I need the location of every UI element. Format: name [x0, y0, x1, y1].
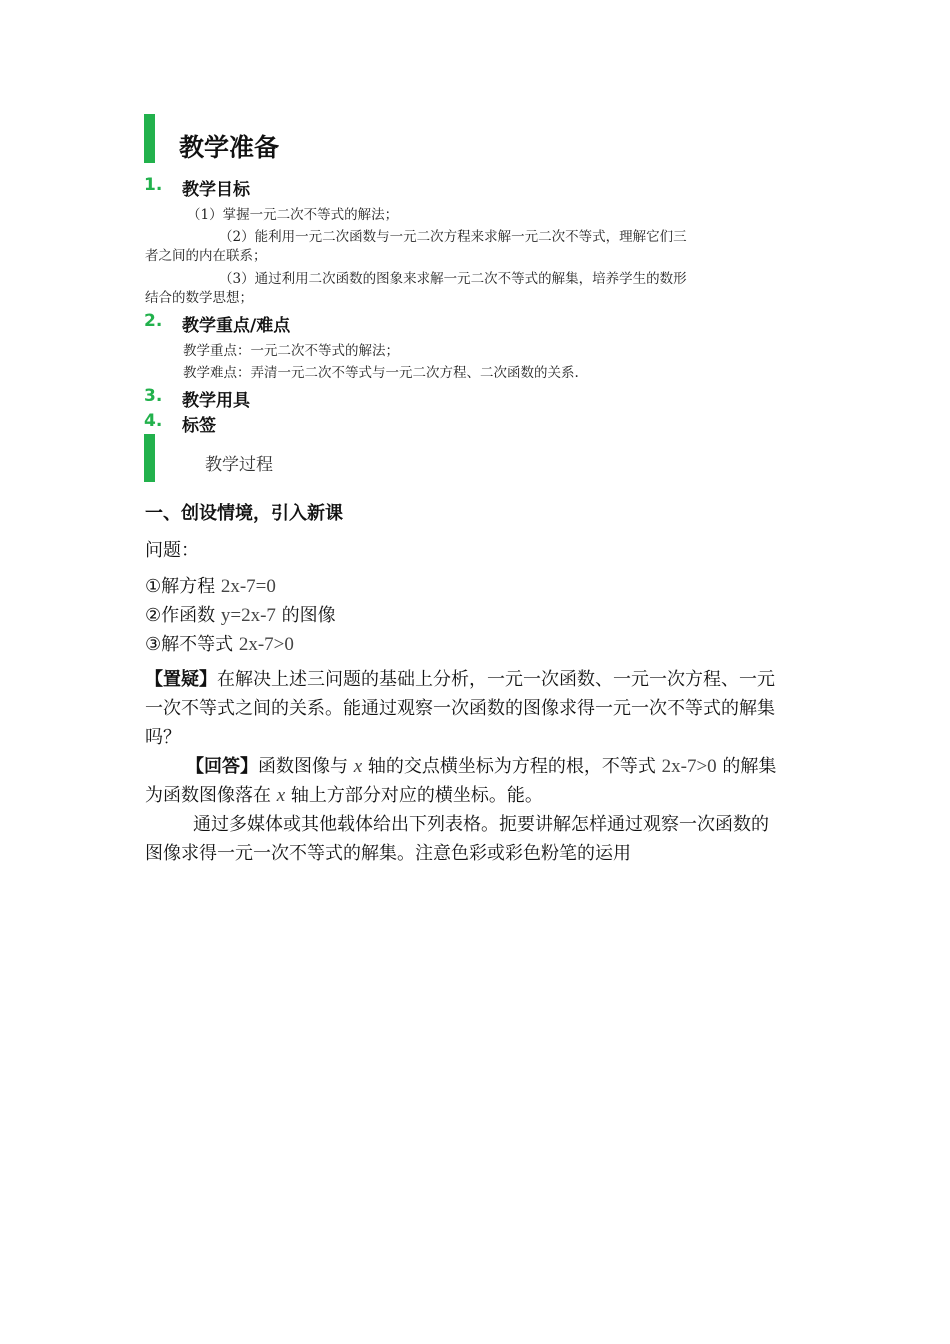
- item-number-3: 3.: [144, 386, 163, 406]
- question-label: 问题：: [145, 540, 199, 561]
- answer-tag: 【回答】: [186, 756, 258, 777]
- math-variable: x: [276, 785, 286, 806]
- item-title-tags: 标签: [182, 416, 216, 436]
- goal-3-line-2: 结合的数学思想；: [145, 290, 253, 306]
- key-point: 教学重点：一元二次不等式的解法；: [183, 343, 399, 359]
- item-number-1: 1.: [144, 175, 163, 195]
- goal-3-line-1: （3）通过利用二次函数的图象来求解一元二次不等式的解集，培养学生的数形: [219, 271, 687, 287]
- item-title-key-difficult: 教学重点/难点: [182, 316, 291, 336]
- doubt-line-3: 吗？: [145, 727, 181, 748]
- doubt-tag: 【置疑】: [145, 669, 217, 690]
- doubt-line-1: [145, 665, 775, 691]
- answer-line-2: [145, 781, 543, 807]
- question-1: [145, 572, 276, 598]
- lesson-heading: 一、创设情境，引入新课: [145, 503, 343, 524]
- math-expression: y=2x-7: [220, 605, 276, 626]
- section-marker-bar: [144, 434, 155, 482]
- note-line-1: 通过多媒体或其他载体给出下列表格。扼要讲解怎样通过观察一次函数的: [193, 814, 769, 835]
- item-title-tools: 教学用具: [182, 391, 250, 411]
- math-expression: 2x-7>0: [661, 756, 717, 777]
- section-marker-bar: [144, 114, 155, 163]
- note-line-2: 图像求得一元一次不等式的解集。注意色彩或彩色粉笔的运用: [145, 843, 631, 864]
- answer-text: 为函数图像落在: [145, 785, 277, 806]
- item-title-goals: 教学目标: [182, 180, 250, 200]
- answer-text: 轴的交点横坐标为方程的根，不等式: [362, 756, 662, 777]
- question-text: 的图像: [275, 605, 336, 626]
- goal-2-line-2: 者之间的内在联系；: [145, 248, 267, 264]
- answer-text: 函数图像与: [258, 756, 354, 777]
- answer-text: 轴上方部分对应的横坐标。能。: [285, 785, 543, 806]
- section-title-preparation: 教学准备: [179, 133, 280, 162]
- math-expression: 2x-7=0: [220, 576, 276, 597]
- math-expression: 2x-7>0: [238, 634, 294, 655]
- item-number-4: 4.: [144, 411, 163, 431]
- question-text: ③解不等式: [145, 634, 239, 655]
- question-3: [145, 630, 294, 656]
- question-text: ②作函数: [145, 605, 221, 626]
- item-number-2: 2.: [144, 311, 163, 331]
- question-text: ①解方程: [145, 576, 221, 597]
- difficult-point: 教学难点：弄清一元二次不等式与一元二次方程、二次函数的关系.: [183, 365, 579, 381]
- section-title-process: 教学过程: [205, 455, 273, 475]
- math-variable: x: [353, 756, 363, 777]
- answer-line-1: [186, 752, 776, 778]
- goal-1: （1）掌握一元二次不等式的解法；: [187, 207, 399, 223]
- goal-2-line-1: （2）能利用一元二次函数与一元二次方程来求解一元二次不等式，理解它们三: [219, 229, 687, 245]
- doubt-text: 在解决上述三问题的基础上分析，一元一次函数、一元一次方程、一元: [217, 669, 775, 690]
- question-2: [145, 601, 336, 627]
- answer-text: 的解集: [716, 756, 777, 777]
- doubt-line-2: 一次不等式之间的关系。能通过观察一次函数的图像求得一元一次不等式的解集: [145, 698, 775, 719]
